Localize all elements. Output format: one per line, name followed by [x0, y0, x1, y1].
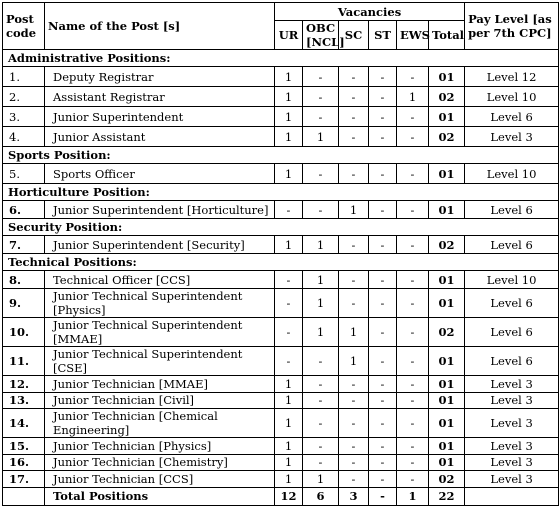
- st-cell: -: [369, 409, 397, 438]
- post-name-cell: Junior Superintendent: [45, 107, 275, 127]
- table-row: [3, 271, 559, 289]
- ews-cell: -: [397, 127, 429, 147]
- st-cell: -: [369, 438, 397, 455]
- ur-cell: 1: [275, 454, 303, 471]
- st-cell: -: [369, 67, 397, 87]
- vacancy-table: [2, 2, 559, 506]
- ur-cell: 1: [275, 87, 303, 107]
- ur-cell: -: [275, 271, 303, 289]
- ur-cell: 1: [275, 438, 303, 455]
- post-name-cell: Junior Superintendent [Security]: [45, 236, 275, 254]
- table-row: [3, 127, 559, 147]
- sc-cell: -: [339, 164, 369, 184]
- pay-level-cell: Level 6: [465, 201, 559, 219]
- post-name-cell: Assistant Registrar: [45, 87, 275, 107]
- total-cell: 01: [429, 409, 465, 438]
- section-header-row: [3, 219, 559, 236]
- ews-cell: -: [397, 392, 429, 409]
- table-row: [3, 409, 559, 438]
- total-all: 22: [429, 487, 465, 505]
- obc-cell: -: [303, 454, 339, 471]
- obc-cell: 1: [303, 127, 339, 147]
- total-cell: 01: [429, 347, 465, 376]
- ews-cell: -: [397, 271, 429, 289]
- header-ur: UR: [275, 21, 303, 50]
- pay-level-cell: Level 3: [465, 471, 559, 488]
- obc-cell: -: [303, 376, 339, 393]
- total-cell: 02: [429, 236, 465, 254]
- total-st: -: [369, 487, 397, 505]
- sc-cell: -: [339, 438, 369, 455]
- table-row: [3, 201, 559, 219]
- post-name-cell: Junior Technician [Civil]: [45, 392, 275, 409]
- post-code-cell: 8.: [3, 271, 45, 289]
- table-row: [3, 236, 559, 254]
- total-cell: 02: [429, 471, 465, 488]
- ews-cell: -: [397, 236, 429, 254]
- total-ur: 12: [275, 487, 303, 505]
- table-row: [3, 318, 559, 347]
- total-cell: 01: [429, 392, 465, 409]
- ur-cell: 1: [275, 164, 303, 184]
- obc-cell: 1: [303, 471, 339, 488]
- pay-level-cell: Level 3: [465, 392, 559, 409]
- post-name-cell: Junior Superintendent [Horticulture]: [45, 201, 275, 219]
- post-code-cell: 10.: [3, 318, 45, 347]
- total-cell: 01: [429, 454, 465, 471]
- post-name-cell: Technical Officer [CCS]: [45, 271, 275, 289]
- table-row: [3, 438, 559, 455]
- obc-cell: -: [303, 67, 339, 87]
- ur-cell: 1: [275, 409, 303, 438]
- total-cell: 01: [429, 107, 465, 127]
- post-name-cell: Junior Technician [Chemistry]: [45, 454, 275, 471]
- obc-cell: -: [303, 392, 339, 409]
- st-cell: -: [369, 164, 397, 184]
- pay-level-cell: Level 3: [465, 376, 559, 393]
- table-row: [3, 107, 559, 127]
- ur-cell: 1: [275, 392, 303, 409]
- ur-cell: 1: [275, 376, 303, 393]
- header-total: Total: [429, 21, 465, 50]
- sc-cell: 1: [339, 318, 369, 347]
- sc-cell: -: [339, 107, 369, 127]
- post-code-cell: 4.: [3, 127, 45, 147]
- st-cell: -: [369, 271, 397, 289]
- post-code-cell: 15.: [3, 438, 45, 455]
- total-ews: 1: [397, 487, 429, 505]
- post-code-cell: 3.: [3, 107, 45, 127]
- ews-cell: -: [397, 471, 429, 488]
- sc-cell: -: [339, 236, 369, 254]
- st-cell: -: [369, 454, 397, 471]
- ews-cell: -: [397, 318, 429, 347]
- header-pay-level: Pay Level [as per 7th CPC]: [465, 3, 559, 50]
- st-cell: -: [369, 127, 397, 147]
- post-code-cell: 1.: [3, 67, 45, 87]
- st-cell: -: [369, 236, 397, 254]
- pay-level-cell: Level 3: [465, 409, 559, 438]
- post-name-cell: Junior Technical Superintendent [MMAE]: [45, 318, 275, 347]
- obc-cell: -: [303, 201, 339, 219]
- ur-cell: 1: [275, 236, 303, 254]
- ews-cell: -: [397, 409, 429, 438]
- ur-cell: -: [275, 318, 303, 347]
- post-code-cell: 14.: [3, 409, 45, 438]
- sc-cell: -: [339, 289, 369, 318]
- post-code-cell: 5.: [3, 164, 45, 184]
- section-header-row: [3, 184, 559, 201]
- section-title: Sports Position:: [3, 147, 559, 164]
- sc-cell: -: [339, 87, 369, 107]
- post-name-cell: Sports Officer: [45, 164, 275, 184]
- post-code-cell: 11.: [3, 347, 45, 376]
- table-row: [3, 87, 559, 107]
- st-cell: -: [369, 471, 397, 488]
- table-row: [3, 67, 559, 87]
- sc-cell: 1: [339, 201, 369, 219]
- section-title: Security Position:: [3, 219, 559, 236]
- pay-level-cell: Level 3: [465, 438, 559, 455]
- total-cell: 01: [429, 438, 465, 455]
- ur-cell: 1: [275, 107, 303, 127]
- totals-row: [3, 487, 559, 505]
- post-code-cell: 2.: [3, 87, 45, 107]
- total-sc: 3: [339, 487, 369, 505]
- ews-cell: -: [397, 164, 429, 184]
- ews-cell: -: [397, 376, 429, 393]
- totals-label: Total Positions: [45, 487, 275, 505]
- obc-cell: 1: [303, 318, 339, 347]
- sc-cell: -: [339, 67, 369, 87]
- sc-cell: -: [339, 409, 369, 438]
- pay-level-cell: Level 6: [465, 318, 559, 347]
- post-code-cell: 12.: [3, 376, 45, 393]
- ews-cell: -: [397, 454, 429, 471]
- section-title: Technical Positions:: [3, 254, 559, 271]
- total-cell: 01: [429, 164, 465, 184]
- table-row: [3, 347, 559, 376]
- post-name-cell: Deputy Registrar: [45, 67, 275, 87]
- table-row: [3, 164, 559, 184]
- post-code-cell: 16.: [3, 454, 45, 471]
- ur-cell: -: [275, 289, 303, 318]
- ews-cell: -: [397, 201, 429, 219]
- ur-cell: 1: [275, 67, 303, 87]
- st-cell: -: [369, 87, 397, 107]
- post-code-cell: 13.: [3, 392, 45, 409]
- total-cell: 01: [429, 289, 465, 318]
- obc-cell: 1: [303, 289, 339, 318]
- ur-cell: -: [275, 201, 303, 219]
- pay-level-cell: Level 6: [465, 289, 559, 318]
- ur-cell: -: [275, 347, 303, 376]
- obc-cell: -: [303, 347, 339, 376]
- obc-cell: -: [303, 409, 339, 438]
- obc-cell: -: [303, 438, 339, 455]
- obc-cell: -: [303, 164, 339, 184]
- ews-cell: -: [397, 438, 429, 455]
- post-name-cell: Junior Technical Superintendent [CSE]: [45, 347, 275, 376]
- ur-cell: 1: [275, 127, 303, 147]
- pay-level-cell: Level 6: [465, 107, 559, 127]
- total-cell: 01: [429, 271, 465, 289]
- pay-level-cell: Level 10: [465, 87, 559, 107]
- post-code-cell: 6.: [3, 201, 45, 219]
- ews-cell: 1: [397, 87, 429, 107]
- table-row: [3, 289, 559, 318]
- ur-cell: 1: [275, 471, 303, 488]
- st-cell: -: [369, 347, 397, 376]
- table-body: [3, 50, 559, 506]
- header-sc: SC: [339, 21, 369, 50]
- total-pay: [465, 487, 559, 505]
- pay-level-cell: Level 12: [465, 67, 559, 87]
- post-name-cell: Junior Technician [CCS]: [45, 471, 275, 488]
- section-header-row: [3, 50, 559, 67]
- table-row: [3, 392, 559, 409]
- st-cell: -: [369, 107, 397, 127]
- st-cell: -: [369, 376, 397, 393]
- pay-level-cell: Level 10: [465, 164, 559, 184]
- sc-cell: -: [339, 376, 369, 393]
- header-vacancies: Vacancies: [275, 3, 465, 21]
- st-cell: -: [369, 289, 397, 318]
- header-st: ST: [369, 21, 397, 50]
- post-name-cell: Junior Technician [Chemical Engineering]: [45, 409, 275, 438]
- post-code-cell: 9.: [3, 289, 45, 318]
- total-cell: 01: [429, 376, 465, 393]
- ews-cell: -: [397, 347, 429, 376]
- table-row: [3, 376, 559, 393]
- total-obc: 6: [303, 487, 339, 505]
- post-name-cell: Junior Assistant: [45, 127, 275, 147]
- ews-cell: -: [397, 67, 429, 87]
- header-ews: EWS: [397, 21, 429, 50]
- ews-cell: -: [397, 107, 429, 127]
- pay-level-cell: Level 3: [465, 454, 559, 471]
- section-title: Horticulture Position:: [3, 184, 559, 201]
- total-cell: 02: [429, 127, 465, 147]
- sc-cell: -: [339, 454, 369, 471]
- obc-cell: -: [303, 87, 339, 107]
- table-row: [3, 454, 559, 471]
- header-post-code: Post code: [3, 3, 45, 50]
- table-row: [3, 471, 559, 488]
- total-cell: 02: [429, 318, 465, 347]
- obc-cell: 1: [303, 236, 339, 254]
- pay-level-cell: Level 6: [465, 236, 559, 254]
- st-cell: -: [369, 318, 397, 347]
- post-name-cell: Junior Technical Superintendent [Physics]: [45, 289, 275, 318]
- sc-cell: -: [339, 271, 369, 289]
- section-header-row: [3, 147, 559, 164]
- sc-cell: 1: [339, 347, 369, 376]
- pay-level-cell: Level 3: [465, 127, 559, 147]
- total-cell: 02: [429, 87, 465, 107]
- post-code-cell: 7.: [3, 236, 45, 254]
- pay-level-cell: Level 6: [465, 347, 559, 376]
- sc-cell: -: [339, 127, 369, 147]
- post-name-cell: Junior Technician [Physics]: [45, 438, 275, 455]
- section-header-row: [3, 254, 559, 271]
- obc-cell: 1: [303, 271, 339, 289]
- total-cell: 01: [429, 201, 465, 219]
- ews-cell: -: [397, 289, 429, 318]
- post-name-cell: Junior Technician [MMAE]: [45, 376, 275, 393]
- st-cell: -: [369, 201, 397, 219]
- sc-cell: -: [339, 471, 369, 488]
- totals-blank-cell: [3, 487, 45, 505]
- st-cell: -: [369, 392, 397, 409]
- sc-cell: -: [339, 392, 369, 409]
- header-post-name: Name of the Post [s]: [45, 3, 275, 50]
- header-obc: OBC [NCL]: [303, 21, 339, 50]
- obc-cell: -: [303, 107, 339, 127]
- pay-level-cell: Level 10: [465, 271, 559, 289]
- total-cell: 01: [429, 67, 465, 87]
- post-code-cell: 17.: [3, 471, 45, 488]
- section-title: Administrative Positions:: [3, 50, 559, 67]
